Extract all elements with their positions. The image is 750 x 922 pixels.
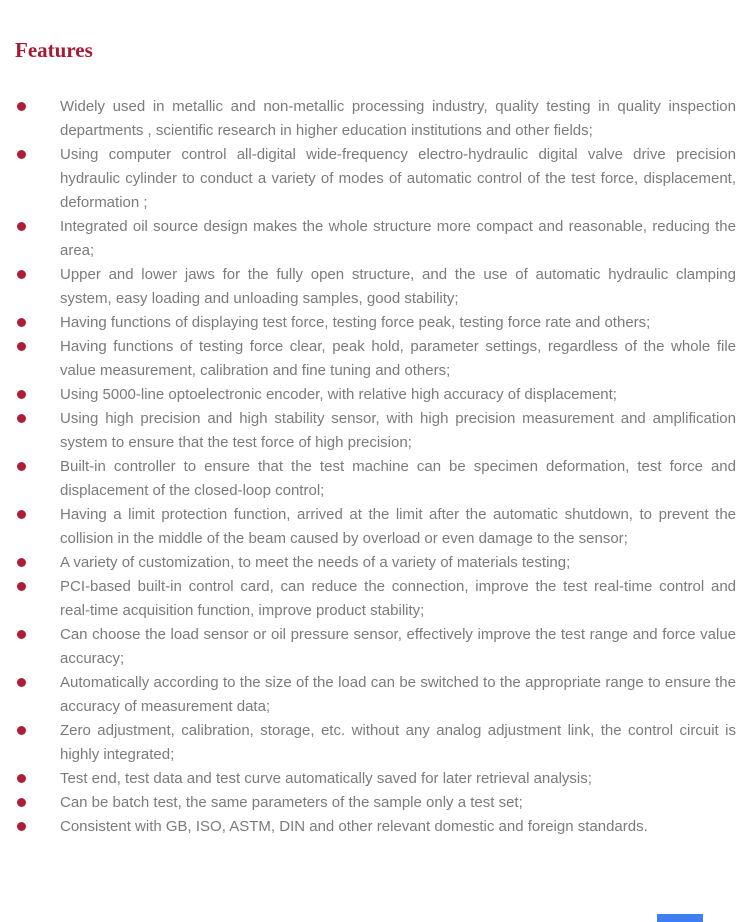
page-title: Features bbox=[15, 38, 93, 62]
bullet-icon bbox=[17, 342, 26, 351]
features-list bbox=[0, 95, 750, 839]
list-item bbox=[0, 791, 750, 815]
bullet-icon bbox=[17, 318, 26, 327]
feature-text: Widely used in metallic and non-metallic processing industry, quality testing in quality inspection departments , scientific research in higher education institutions and other fields; bbox=[60, 98, 736, 139]
list-item bbox=[0, 335, 750, 383]
bullet-icon bbox=[17, 102, 26, 111]
list-item bbox=[0, 311, 750, 335]
list-item bbox=[0, 551, 750, 575]
list-item bbox=[0, 263, 750, 311]
feature-text: Can choose the load sensor or oil pressure sensor, effectively improve the test range and force value accuracy; bbox=[60, 626, 736, 667]
feature-text: PCI-based built-in control card, can reduce the connection, improve the test real-time control and real-time acquisition function, improve product stability; bbox=[60, 578, 736, 619]
list-item bbox=[0, 671, 750, 719]
bullet-icon bbox=[17, 222, 26, 231]
list-item bbox=[0, 407, 750, 455]
bullet-icon bbox=[17, 510, 26, 519]
list-item bbox=[0, 719, 750, 767]
bottom-blue-bar bbox=[657, 914, 703, 922]
bullet-icon bbox=[17, 462, 26, 471]
bullet-icon bbox=[17, 726, 26, 735]
list-item bbox=[0, 575, 750, 623]
feature-text: Using 5000-line optoelectronic encoder, with relative high accuracy of displacement; bbox=[60, 386, 617, 403]
list-item bbox=[0, 815, 750, 839]
list-item bbox=[0, 215, 750, 263]
feature-text: Using high precision and high stability sensor, with high precision measurement and amplification system to ensure that the test force of high precision; bbox=[60, 410, 736, 451]
bullet-icon bbox=[17, 390, 26, 399]
bullet-icon bbox=[17, 630, 26, 639]
bullet-icon bbox=[17, 270, 26, 279]
feature-text: Having a limit protection function, arrived at the limit after the automatic shutdown, to prevent the collision in the middle of the beam caused by overload or even damage to the sensor; bbox=[60, 506, 736, 547]
feature-text: Automatically according to the size of the load can be switched to the appropriate range to ensure the accuracy of measurement data; bbox=[60, 674, 736, 715]
feature-text: Having functions of testing force clear, peak hold, parameter settings, regardless of the whole file value measurement, calibration and fine tuning and others; bbox=[60, 338, 736, 379]
feature-text: Consistent with GB, ISO, ASTM, DIN and other relevant domestic and foreign standards. bbox=[60, 818, 648, 835]
list-item bbox=[0, 623, 750, 671]
feature-text: Having functions of displaying test force, testing force peak, testing force rate and others; bbox=[60, 314, 651, 331]
list-item bbox=[0, 503, 750, 551]
list-item bbox=[0, 767, 750, 791]
feature-text: Integrated oil source design makes the whole structure more compact and reasonable, reducing the area; bbox=[60, 218, 736, 259]
feature-text: Zero adjustment, calibration, storage, etc. without any analog adjustment link, the control circuit is highly integrated; bbox=[60, 722, 736, 763]
bullet-icon bbox=[17, 798, 26, 807]
bullet-icon bbox=[17, 774, 26, 783]
feature-text: Built-in controller to ensure that the test machine can be specimen deformation, test force and displacement of the closed-loop control; bbox=[60, 458, 736, 499]
bullet-icon bbox=[17, 582, 26, 591]
bullet-icon bbox=[17, 414, 26, 423]
bullet-icon bbox=[17, 678, 26, 687]
bullet-icon bbox=[17, 822, 26, 831]
bullet-icon bbox=[17, 558, 26, 567]
list-item bbox=[0, 143, 750, 215]
list-item bbox=[0, 383, 750, 407]
feature-text: Can be batch test, the same parameters of the sample only a test set; bbox=[60, 794, 523, 811]
feature-text: Using computer control all-digital wide-frequency electro-hydraulic digital valve drive precision hydraulic cylinder to conduct a variety of modes of automatic control of the test force, displacement, deformation ; bbox=[60, 146, 736, 211]
feature-text: Test end, test data and test curve automatically saved for later retrieval analysis; bbox=[60, 770, 592, 787]
feature-text: A variety of customization, to meet the needs of a variety of materials testing; bbox=[60, 554, 571, 571]
list-item bbox=[0, 455, 750, 503]
list-item bbox=[0, 95, 750, 143]
feature-text: Upper and lower jaws for the fully open structure, and the use of automatic hydraulic clamping system, easy loading and unloading samples, good stability; bbox=[60, 266, 736, 307]
bullet-icon bbox=[17, 150, 26, 159]
